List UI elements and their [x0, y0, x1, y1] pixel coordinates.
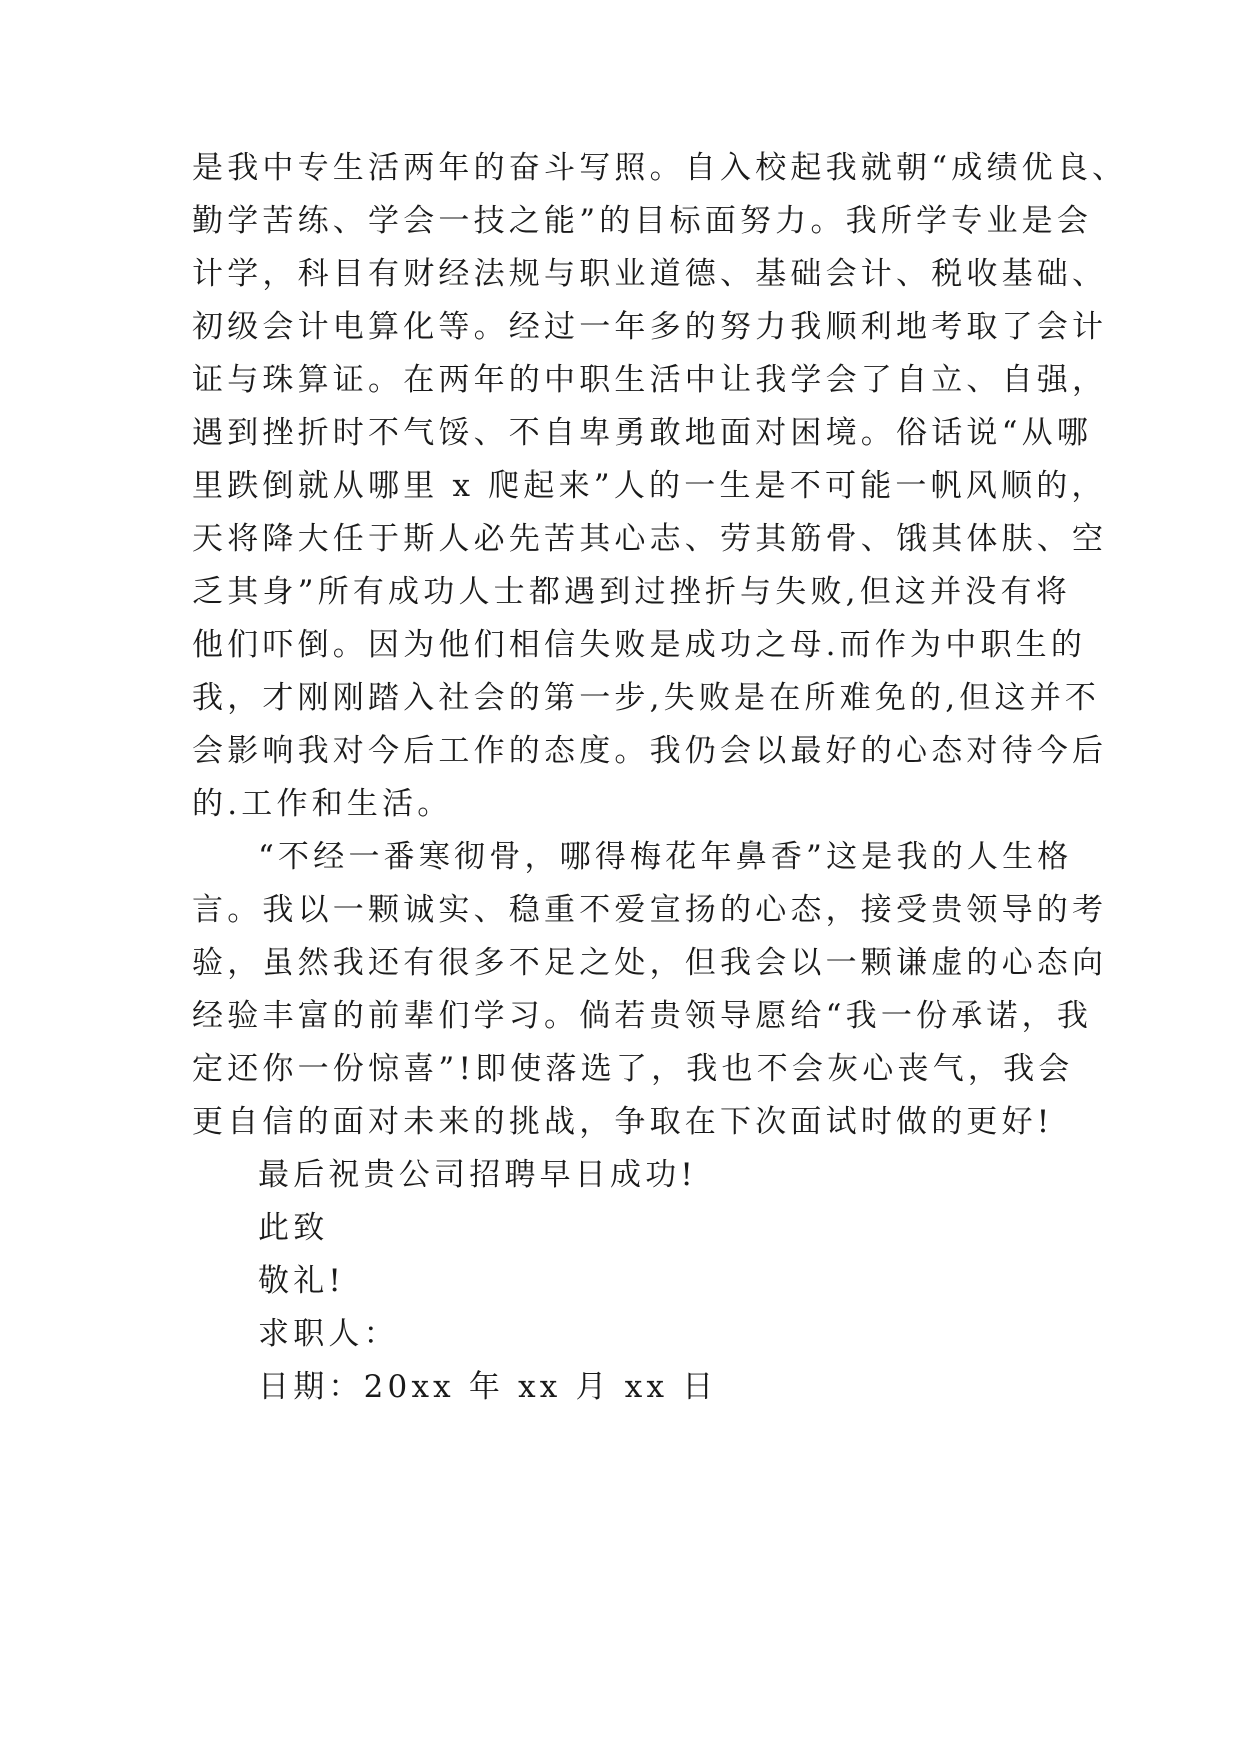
closing-wish: 最后祝贵公司招聘早日成功!: [258, 1157, 698, 1193]
paragraph-1-line-4: 初级会计电算化等。经过一年多的努力我顺利地考取了会计: [192, 309, 1108, 345]
paragraph-1-line-12: 会影响我对今后工作的态度。我仍会以最好的心态对待今后: [192, 733, 1108, 769]
paragraph-2-line-5: 定还你一份惊喜”!即使落选了，我也不会灰心丧气，我会: [192, 1051, 1074, 1087]
applicant-label: 求职人：: [258, 1316, 399, 1352]
paragraph-1-line-7: 里跌倒就从哪里 x 爬起来”人的一生是不可能一帆风顺的，: [192, 468, 1107, 504]
paragraph-1-line-2: 勤学苦练、学会一技之能”的目标面努力。我所学专业是会: [192, 203, 1093, 239]
paragraph-1-line-11: 我，才刚刚踏入社会的第一步,失败是在所难免的,但这并不: [192, 680, 1101, 716]
paragraph-1-line-3: 计学，科目有财经法规与职业道德、基础会计、税收基础、: [192, 256, 1108, 292]
date-line: 日期：20xx 年 xx 月 xx 日: [258, 1369, 718, 1405]
paragraph-1-line-1: 是我中专生活两年的奋斗写照。自入校起我就朝“成绩优良、: [192, 150, 1128, 186]
paragraph-2-line-4: 经验丰富的前辈们学习。倘若贵领导愿给“我一份承诺，我: [192, 998, 1093, 1034]
salutation-ci-zhi: 此致: [258, 1210, 329, 1246]
paragraph-2-line-1: “不经一番寒彻骨，哪得梅花年鼻香”这是我的人生格: [258, 839, 1073, 875]
paragraph-1-line-8: 天将降大任于斯人必先苦其心志、劳其筋骨、饿其体肤、空: [192, 521, 1108, 557]
paragraph-1-line-13: 的.工作和生活。: [192, 786, 453, 822]
salutation-jing-li: 敬礼!: [258, 1263, 346, 1299]
paragraph-2-line-2: 言。我以一颗诚实、稳重不爱宣扬的心态，接受贵领导的考: [192, 892, 1108, 928]
paragraph-2-line-3: 验，虽然我还有很多不足之处，但我会以一颗谦虚的心态向: [192, 945, 1108, 981]
paragraph-1-line-5: 证与珠算证。在两年的中职生活中让我学会了自立、自强，: [192, 362, 1108, 398]
paragraph-1-line-6: 遇到挫折时不气馁、不自卑勇敢地面对困境。俗话说“从哪: [192, 415, 1093, 451]
paragraph-2-line-6: 更自信的面对未来的挑战，争取在下次面试时做的更好!: [192, 1104, 1054, 1140]
paragraph-1-line-10: 他们吓倒。因为他们相信失败是成功之母.而作为中职生的: [192, 627, 1087, 663]
paragraph-1-line-9: 乏其身”所有成功人士都遇到过挫折与失败,但这并没有将: [192, 574, 1071, 610]
